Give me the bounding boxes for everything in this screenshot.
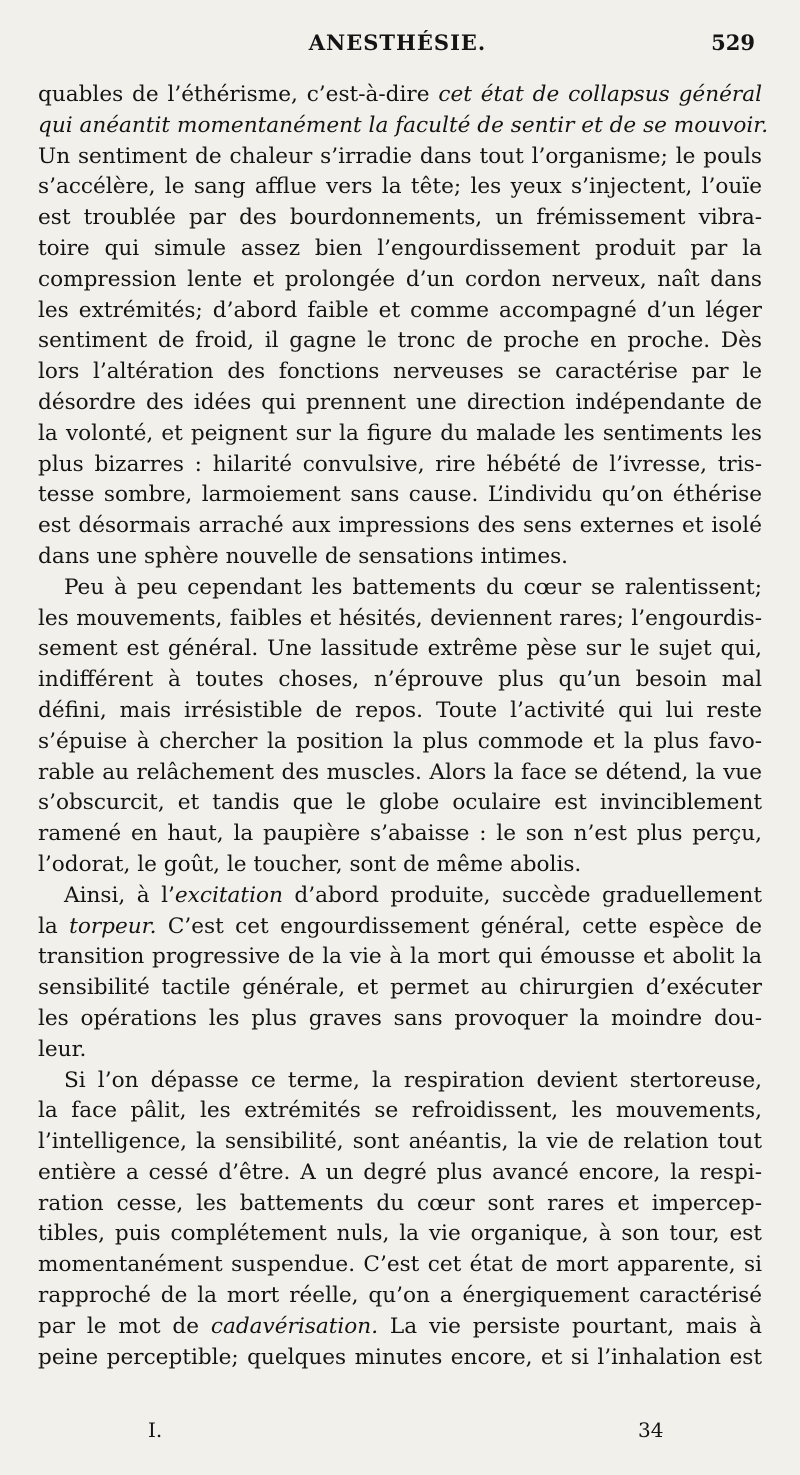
- text-line: [38, 234, 762, 265]
- text-run: toire qui simule assez bien l’engourdissement produit par la: [38, 235, 762, 261]
- text-line: [38, 696, 762, 727]
- text-run: s’épuise à chercher la position la plus commode et la plus favo-: [38, 728, 762, 754]
- text-line: [38, 265, 762, 296]
- text-line: [38, 573, 762, 604]
- text-run: compression lente et prolongée d’un cordon nerveux, naît dans: [38, 266, 762, 292]
- text-line: [38, 973, 762, 1004]
- text-line: [38, 1343, 762, 1374]
- text-run: momentanément suspendue. C’est cet état de mort apparente, si: [38, 1252, 762, 1278]
- text-run: s’obscurcit, et tandis que le globe oculaire est invinciblement: [38, 790, 762, 816]
- text-run: quables de l’éthérisme, c’est-à-dire: [38, 82, 439, 107]
- text-run: leur.: [38, 1036, 87, 1062]
- text-run: l’intelligence, la sensibilité, sont anéantis, la vie de relation tout: [38, 1129, 762, 1155]
- text-line: [38, 1250, 762, 1281]
- text-line: [38, 450, 762, 481]
- text-run: ramené en haut, la paupière s’abaisse : le son n’est plus perçu,: [38, 821, 762, 847]
- text-run: la volonté, et peignent sur la figure du malade les sentiments les: [38, 420, 762, 446]
- page-number: 529: [711, 30, 755, 55]
- running-title: ANESTHÉSIE.: [308, 30, 487, 55]
- text-run: la face pâlit, les extrémités se refroidissent, les mouvements,: [38, 1098, 762, 1124]
- text-run: est troublée par des bourdonnements, un frémissement vibra-: [38, 205, 762, 231]
- text-line: [38, 1127, 762, 1158]
- text-line: [38, 727, 762, 758]
- text-line: [38, 172, 762, 203]
- text-line: [38, 203, 762, 234]
- text-run: sentiment de froid, il gagne le tronc de proche en proche. Dès: [38, 328, 762, 354]
- text-run: l’odorat, le goût, le toucher, sont de même abolis.: [38, 851, 582, 877]
- text-run: Ainsi, à l’: [64, 882, 175, 908]
- text-line: [38, 1158, 762, 1189]
- text-line: [38, 357, 762, 388]
- italic-text: torpeur.: [69, 913, 157, 939]
- text-line: [38, 758, 762, 789]
- text-line: [38, 480, 762, 511]
- text-line: [38, 111, 769, 142]
- text-run: les opérations les plus graves sans provoquer la moindre dou-: [38, 1005, 762, 1031]
- text-run: sement est général. Une lassitude extrême pèse sur le sujet qui,: [38, 636, 762, 662]
- text-run: défini, mais irrésistible de repos. Toute l’activité qui lui reste: [38, 697, 762, 723]
- text-line: [38, 604, 762, 635]
- text-line: [38, 80, 762, 111]
- text-run: dans une sphère nouvelle de sensations intimes.: [38, 543, 569, 569]
- text-run: Un sentiment de chaleur s’irradie dans tout l’organisme; le pouls: [38, 143, 762, 169]
- italic-text: excitation: [174, 882, 283, 908]
- text-line: [38, 912, 762, 943]
- text-line: [38, 511, 762, 542]
- text-run: peine perceptible; quelques minutes encore, et si l’inhalation est: [38, 1344, 762, 1370]
- text-line: [38, 326, 762, 357]
- italic-text: qui anéantit momentanément la faculté de sentir et de se mouvoir.: [38, 112, 769, 138]
- text-run: plus bizarres : hilarité convulsive, rire hébété de l’ivresse, tris-: [38, 451, 762, 477]
- text-run: désordre des idées qui prennent une direction indépendante de: [38, 389, 762, 415]
- page-footer: [0, 1418, 800, 1448]
- text-run: C’est cet engourdissement général, cette espèce de: [156, 913, 762, 939]
- text-line: [38, 296, 762, 327]
- text-run: les mouvements, faibles et hésités, deviennent rares; l’engourdis-: [38, 605, 762, 631]
- text-run: Peu à peu cependant les battements du cœur se ralentissent;: [64, 574, 762, 600]
- text-line: [38, 788, 762, 819]
- text-line: [38, 1312, 762, 1343]
- text-run: la: [38, 913, 70, 939]
- page-header: [40, 30, 755, 64]
- body-text: [38, 80, 769, 1373]
- text-run: les extrémités; d’abord faible et comme accompagné d’un léger: [38, 297, 762, 323]
- text-line: [38, 142, 762, 173]
- text-run: tibles, puis complétement nuls, la vie organique, à son tour, est: [38, 1221, 762, 1247]
- text-run: Si l’on dépasse ce terme, la respiration devient stertoreuse,: [64, 1067, 762, 1093]
- text-run: s’accélère, le sang afflue vers la tête; les yeux s’injectent, l’ouïe: [38, 174, 762, 200]
- text-line: [38, 1035, 762, 1066]
- text-line: [38, 419, 762, 450]
- text-line: [38, 634, 762, 665]
- text-run: d’abord produite, succède graduellement: [282, 882, 763, 908]
- text-line: [38, 1189, 762, 1220]
- text-line: [38, 542, 762, 573]
- sheet-number: 34: [638, 1418, 664, 1442]
- text-line: [38, 1096, 762, 1127]
- text-run: La vie persiste pourtant, mais à: [378, 1313, 762, 1339]
- text-run: lors l’altération des fonctions nerveuses se caractérise par le: [38, 359, 762, 385]
- text-line: [38, 942, 762, 973]
- text-line: [38, 665, 762, 696]
- text-run: est désormais arraché aux impressions des sens externes et isolé: [38, 513, 762, 539]
- text-run: tesse sombre, larmoiement sans cause. L’individu qu’on éthérise: [38, 482, 762, 508]
- text-line: [38, 1281, 762, 1312]
- text-run: sensibilité tactile générale, et permet au chirurgien d’exécuter: [38, 975, 762, 1001]
- text-line: [38, 1219, 762, 1250]
- text-run: indifférent à toutes choses, n’éprouve plus qu’un besoin mal: [38, 667, 762, 693]
- text-run: entière a cessé d’être. A un degré plus avancé encore, la respi-: [38, 1159, 762, 1185]
- text-run: rapproché de la mort réelle, qu’on a énergiquement caractérisé: [38, 1283, 762, 1309]
- text-line: [38, 850, 762, 881]
- italic-text: cet état de collapsus général: [438, 82, 763, 107]
- text-line: [38, 819, 762, 850]
- text-run: transition progressive de la vie à la mort qui émousse et abolit la: [38, 944, 762, 970]
- text-run: rable au relâchement des muscles. Alors la face se détend, la vue: [38, 759, 762, 785]
- text-line: [38, 1004, 762, 1035]
- italic-text: cadavérisation.: [210, 1313, 379, 1339]
- text-line: [38, 1066, 762, 1097]
- signature-mark: I.: [148, 1418, 163, 1442]
- text-line: [38, 388, 762, 419]
- text-run: par le mot de: [38, 1313, 211, 1339]
- text-run: ration cesse, les battements du cœur sont rares et impercep-: [38, 1190, 762, 1216]
- text-line: [38, 881, 762, 912]
